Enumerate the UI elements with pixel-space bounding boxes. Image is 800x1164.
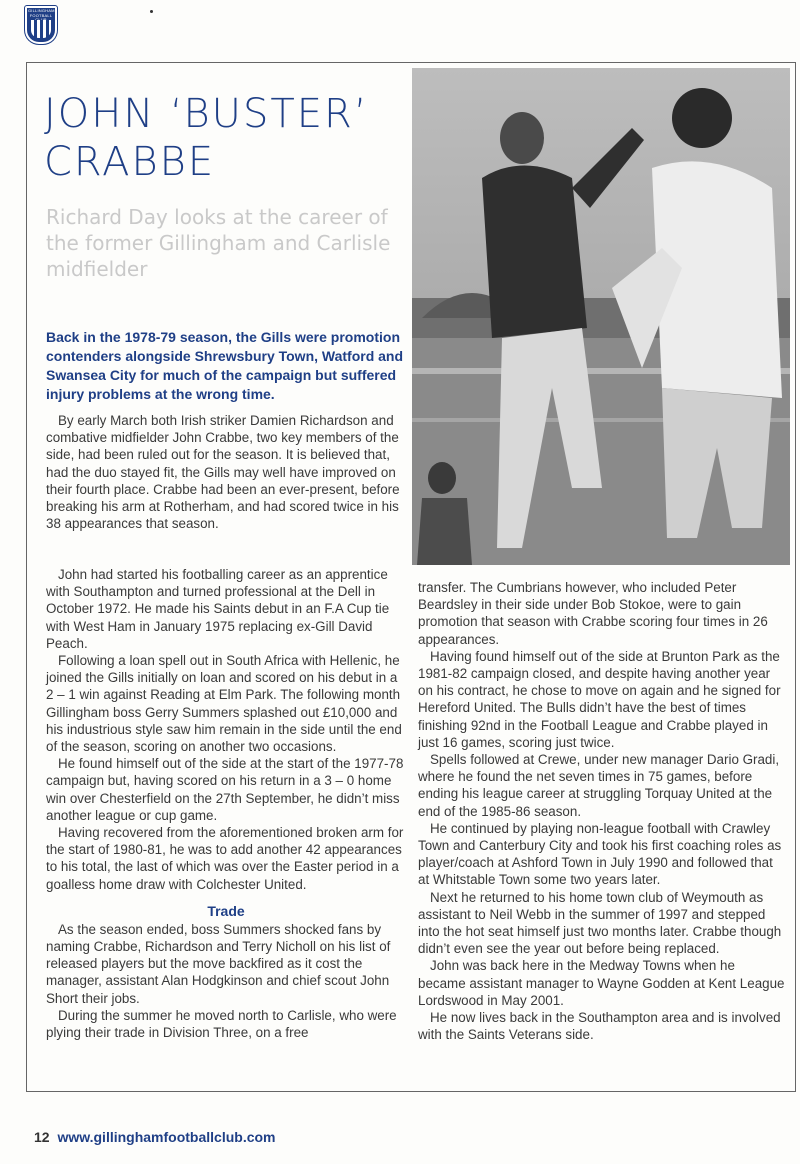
body-paragraph: As the season ended, boss Summers shocked fans by naming Crabbe, Richardson and Terry Nicholl on his list of released players but the move backfired as it cost the manager, assistant Alan Hodgkinson and chief scout John Short their jobs.: [46, 921, 391, 1006]
body-paragraph: He found himself out of the side at the start of the 1977-78 campaign but, having scored on his return in a 3 – 0 home win over Chesterfield on the 27th September, he didn’t miss another league or cup game.: [46, 756, 404, 823]
club-crest-logo: [25, 6, 57, 44]
article-title: JOHN ‘BUSTER’ CRABBE: [44, 91, 369, 185]
article-intro: Back in the 1978-79 season, the Gills were promotion contenders alongside Shrewsbury Town, Watford and Swansea City for much of the campaign but suffered injury problems at the wrong time.: [46, 329, 404, 402]
body-paragraph: By early March both Irish striker Damien Richardson and combative midfielder John Crabbe, two key members of the side, had been ruled out for the season. It is believed that, had the duo stayed fit, the Gills may well have improved on their fourth place. Crabbe had been an ever-present, before breaking his arm at Rotherham, and had scored twice in his 38 appearances that season.: [46, 413, 400, 532]
decorative-dot: [150, 10, 153, 13]
club-website-link[interactable]: www.gillinghamfootballclub.com: [57, 1129, 276, 1145]
right-column: [418, 579, 786, 1043]
body-paragraph: Next he returned to his home town club of Weymouth as assistant to Neil Webb in the summer of 1997 and stepped into the hot seat himself just two months later. Crabbe though didn’t even see the year out before being replaced.: [418, 889, 782, 957]
page-footer: [34, 1129, 276, 1145]
page-number: 12: [34, 1129, 50, 1145]
body-paragraph: He continued by playing non-league football with Crawley Town and Canterbury City and took his first coaching roles as player/coach at Ashford Town in July 1990 and followed that at Whitstable Town some two years later.: [418, 820, 782, 888]
body-paragraph: Spells followed at Crewe, under new manager Dario Gradi, where he found the net seven times in 75 games, before ending his league career at struggling Torquay United at the end of the 1985-86 season.: [418, 752, 780, 819]
crest-stripes: [31, 20, 51, 38]
body-paragraph: John was back here in the Medway Towns when he became assistant manager to Wayne Godden at Kent League Lordswood in May 2001.: [418, 958, 785, 1008]
body-paragraph: He now lives back in the Southampton area and is involved with the Saints Veterans side.: [418, 1010, 781, 1043]
body-paragraph: Having recovered from the aforementioned broken arm for the start of 1980-81, he was to add another 42 appearances to his total, the last of which was over the Easter period in a goalless home draw with Colchester United.: [46, 825, 404, 892]
body-paragraph: Having found himself out of the side at Brunton Park as the 1981-82 campaign closed, and despite having another year on his contract, he chose to move on again and he signed for Hereford United. The Bulls didn’t have the best of times finishing 92nd in the Football League and Crabbe played in just 16 games, scoring just twice.: [418, 648, 781, 750]
left-column: [46, 566, 406, 1041]
body-paragraph: During the summer he moved north to Carlisle, who were plying their trade in Division Three, on a free: [46, 1007, 397, 1041]
article-subtitle: Richard Day looks at the career of the former Gillingham and Carlisle midfielder: [46, 205, 391, 281]
match-photo: [412, 68, 790, 565]
body-paragraph: John had started his footballing career as an apprentice with Southampton and turned professional at the Dell in October 1972. He made his Saints debut in an F.A Cup tie with West Ham in January 1975 replacing ex-Gill David Peach.: [46, 567, 390, 651]
body-paragraph: Following a loan spell out in South Africa with Hellenic, he joined the Gills initially on loan and scored on his debut in a 2 – 1 win against Reading at Elm Park. The following month Gillingham boss Gerry Summers splashed out £10,000 and his industrious style saw him remain in the side until the end of the season, scoring on another two occasions.: [46, 653, 402, 755]
match-photo-illustration: [412, 68, 790, 565]
left-column-top: [46, 412, 406, 532]
section-heading-trade: Trade: [207, 902, 245, 919]
body-paragraph: transfer. The Cumbrians however, who included Peter Beardsley in their side under Bob Stokoe, were to gain promotion that season with Crabbe scoring four times in 26 appearances.: [418, 580, 768, 647]
crest-text: GILLINGHAM FOOTBALL: [28, 8, 55, 18]
